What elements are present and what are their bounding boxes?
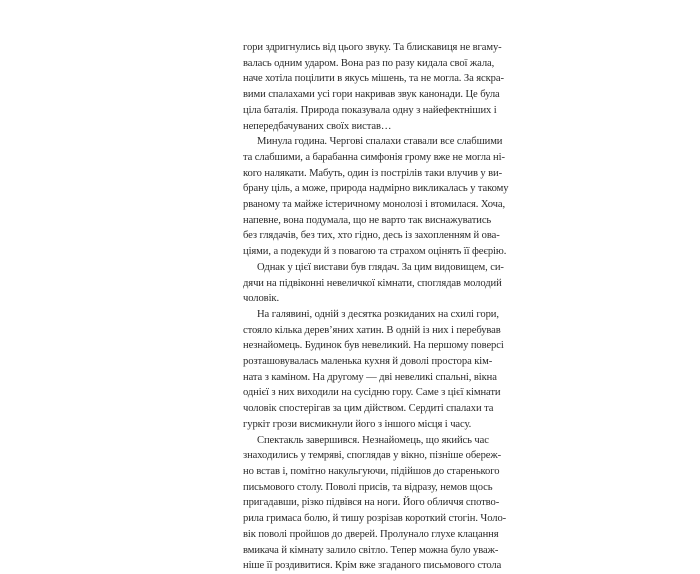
text-line: Минула година. Чергові спалахи ставали все слабшими	[257, 136, 503, 148]
text-line: валась одним ударом. Вона раз по разу кидала свої жала,	[243, 57, 495, 69]
text-line: без глядачів, без тих, хто гідно, десь із захопленням й ова-	[243, 230, 500, 242]
text-line: рила гримаса болю, й тишу розрізав короткий стогін. Чоло-	[243, 513, 507, 525]
paragraph-4	[243, 307, 504, 433]
text-line: вмикача й кімнату залило світло. Тепер можна було уваж-	[243, 544, 499, 556]
text-line: вими спалахами усі гори накривав звук канонади. Це була	[243, 89, 500, 101]
text-line: вік поволі пройшов до дверей. Пролунало глухе клацання	[243, 528, 499, 540]
text-line: рваному та майже істеричному монолозі і втомилася. Хоча,	[243, 199, 506, 211]
paragraph-5	[243, 433, 507, 574]
text-line: чоловік спостерігав за цим дійством. Сердиті спалахи та	[243, 403, 494, 415]
text-line: стояло кілька дерев’яних хатин. В одній із них і перебував	[243, 324, 501, 336]
text-line: ніше її роздивитися. Крім вже згаданого письмового стола	[243, 560, 502, 572]
text-line: но встав і, помітно накульгуючи, підійшов до старенького	[243, 465, 500, 477]
text-line: розташовувалась маленька кухня й доволі простора кім-	[243, 356, 493, 368]
text-line: Однак у цієї вистави був глядач. За цим видовищем, си-	[257, 261, 504, 273]
text-line: наче хотіла поцілити в якусь мішень, та не могла. За яскра-	[243, 73, 504, 85]
text-line: непередбачуваних своїх вистав…	[243, 120, 392, 132]
text-line: незнайомець. Будинок був невеликий. На першому поверсі	[243, 340, 504, 352]
text-line: На галявині, одній з десятка розкиданих на схилі гори,	[257, 308, 499, 320]
text-line: ната з каміном. На другому — дві невеликі спальні, вікна	[243, 371, 497, 383]
text-line: чоловік.	[243, 293, 280, 305]
paragraph-1	[243, 40, 504, 134]
text-line: кого налякати. Мабуть, один із пострілів таки влучив у ви-	[243, 167, 503, 179]
text-line: ціями, а подекуди й з повагою та страхом оцінять її феєрію.	[243, 246, 507, 258]
text-line: гори здригнулись від цього звуку. Та блискавиця не вгаму-	[243, 42, 502, 53]
text-line: однієї з них виходили на сусідню гору. Саме з цієї кімнати	[243, 387, 501, 399]
text-line: знаходились у темряві, споглядав у вікно, пізніше обереж-	[243, 450, 502, 462]
text-line: гуркіт грози висмикнули його з іншого місця і часу.	[243, 418, 472, 430]
text-line: Спектакль завершився. Незнайомець, що якийсь час	[257, 434, 489, 446]
paragraph-2	[243, 134, 509, 260]
paragraph-3	[243, 260, 504, 307]
text-line: брану ціль, а може, природа надмірно викликалась у такому	[243, 183, 509, 195]
text-line: дячи на підвіконні невеличкої кімнати, споглядав молодий	[243, 277, 502, 289]
text-line: та слабшими, а барабанна симфонія грому вже не могла ні-	[243, 151, 505, 163]
text-column	[243, 40, 509, 574]
text-line: письмового столу. Поволі присів, та відразу, немов щось	[243, 481, 493, 493]
text-line: ціла баталія. Природа показувала одну з найефектніших і	[243, 104, 497, 116]
text-line: напевне, вона подумала, що не варто так виснажуватись	[243, 214, 492, 226]
text-line: пригадавши, різко підвівся на ноги. Його обличчя спотво-	[243, 497, 500, 509]
